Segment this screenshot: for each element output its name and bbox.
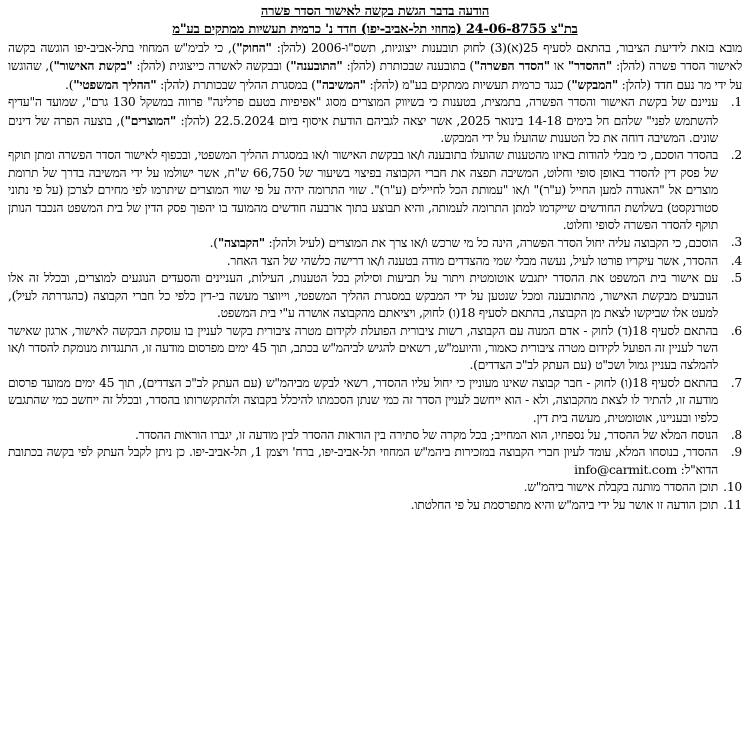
clause-number: 6. — [730, 323, 742, 338]
clause-text — [8, 147, 718, 234]
clause-number: 3. — [730, 235, 742, 250]
clause-number: 4. — [730, 253, 742, 268]
clause-text — [8, 375, 718, 427]
clause-text — [8, 234, 718, 252]
clause-segment: עניינם של בקשת האישור והסדר הפשרה, בתמצית, בטענות כי בשיווק המוצרים מסוג "אפיפיות בטעם פרלינה" פרווה במשקל 130 גרם", שמועד ה"עדיף להשתמש לפני" שלהם חל בימים 14-18 בינואר 2025, אשר יצאה לגביהם הודעת איסוף ביום 22.5.2024 (להלן: — [8, 95, 718, 128]
clause-segment: תוכן הודעה זו אושר על ידי ביהמ"ש והיא מתפרסמת על פי החלטתו. — [410, 497, 718, 512]
clause-1 — [8, 94, 742, 147]
clause-text — [8, 270, 718, 322]
defined-term: "הקבוצה" — [217, 235, 265, 251]
clause-segment: הוסכם, כי הקבוצה עליה יחול הסדר הפשרה, הינה כל מי שרכש ו/או צרך את המוצרים (לעיל ולהלן: — [264, 236, 718, 251]
clause-number: 9. — [730, 445, 742, 460]
defined-term: "המוצרים" — [124, 112, 177, 128]
intro-term: "התובענה" — [290, 58, 343, 74]
clause-segment: ההסדר, אשר עיקריו פורטו לעיל, נעשה מבלי שמי מהצדדים מודה בטענה ו/או דרישה כלשהי של הצד האחר. — [226, 253, 718, 268]
clause-number: 5. — [730, 271, 742, 286]
clause-text — [8, 497, 718, 514]
clause-number: 10. — [723, 480, 742, 495]
clause-segment: הנוסח המלא של ההסדר, על נספחיו, הוא המחייב; בכל מקרה של סתירה בין הוראות ההסדר לבין מודעה זו, יגברו הוראות ההסדר. — [134, 427, 718, 442]
clause-11 — [8, 497, 742, 514]
clause-3 — [8, 234, 742, 252]
intro-term: "המבקש" — [571, 76, 618, 92]
intro-term: "ההסדר" — [567, 58, 612, 74]
clause-9 — [8, 444, 742, 479]
clause-number: 2. — [730, 148, 742, 163]
intro-segment: מובא בזאת לידיעת הציבור, בהתאם לסעיף 25(א)(3) לחוק תובענות ייצוגיות, תשס"ו-2006 (להלן: — [271, 41, 742, 55]
clause-segment: בהסדר הוסכם, כי מבלי להודות באיזו מהטענות שהועלו בתובענה ו/או בבקשת האישור ו/או במסגרת ההליך המשפטי, ובכפוף לאישור הסדר הפשרה ומתן תוקף של פסק דין להסדר באופן סופי וחלוט, המשיבה תפצה את חברי הקבוצה בפיצוי בשיעור של 66,750 ש"ח, אשר ישולמו על ידי המשיבה בדרך של תרומת מוצרים אל "האגודה למען החייל (ע"ר)" ו/או "עמותת הכל לחיילים (ע"ר)". שווי התרומה יהיה על פי שווי המוצרים שיתרמו לפי מחירם לצרכן (על פי נתוני סטורנקסט) בשלושת החודשים שייקדמו למתן התרומה לעמותה, והיא תבוצע בתוך ארבעה חודשים מהמועד בו יהפוך פסק הדין של בית המשפט הנכבד הנותן תוקף להסדר הפשרה לסופי וחלוט. — [8, 148, 719, 233]
clause-text — [8, 253, 718, 270]
intro-segment: ) כנגד כרמית תעשיות ממתקים בע"מ (להלן: — [365, 77, 572, 92]
clause-text — [8, 479, 718, 496]
clause-7 — [8, 375, 742, 427]
notice-clauses — [8, 94, 742, 514]
clause-segment: בהתאם לסעיף 18(ו) לחוק - חבר קבוצה שאינו מעוניין כי יחול עליו ההסדר, רשאי לבקש מביהמ"ש (עם העתק לב"כ הצדדים), תוך 45 ימים ממועד פרסום מודעה זו, להתיר לו לצאת מהקבוצה, ולא - הוא ייחשב לעניין הסדר זה כמי שנתן הסכמתו להיכלל בקבוצה ולהתקשרותו בהסדר, ובכלל זה ייחשב כמי שהתגבש כלפיו ובעניינו, אוטומטית, מעשה בית דין. — [8, 375, 718, 425]
clause-number: 1. — [730, 95, 742, 110]
case-subtitle: בת"צ 24-06-8755 (מחוזי תל-אביב-יפו) חדד נ' כרמית תעשיות ממתקים בע"מ — [172, 22, 578, 37]
intro-term: "הסדר הפשרה" — [473, 58, 550, 74]
intro-segment: ), שהוגשו על ידי מר נעם חדד (להלן: — [8, 59, 742, 92]
intro-segment: ), כי לבימ"ש המחוזי בתל-אביב-יפו הוגשה בקשה לאישור הסדר פשרה (להלן: — [8, 41, 742, 74]
clause-number: 8. — [730, 427, 742, 442]
intro-term: "המשיבה" — [315, 76, 366, 92]
intro-segment: ) ובבקשה לאשרה כייצוגית (להלן: — [132, 59, 291, 74]
intro-segment: ). — [65, 77, 74, 92]
clause-segment: תוכן ההסדר מותנה בקבלת אישור ביהמ"ש. — [523, 480, 718, 495]
clause-8 — [8, 427, 742, 444]
clause-10 — [8, 479, 742, 496]
clause-number: 11. — [723, 497, 742, 512]
clause-text — [8, 427, 718, 444]
intro-segment: ) במסגרת ההליך שבכותרת (להלן: — [156, 77, 316, 92]
clause-text — [8, 94, 718, 147]
intro-paragraph — [8, 39, 742, 94]
clause-segment: ), בוצעה הפרה של דינים שונים. המשיבה דוחה את כל הטענות שהועלו על ידי המבקש. — [8, 113, 718, 146]
intro-term: "ההליך המשפטי" — [73, 76, 157, 92]
intro-segment: ) בתובענה שבכותרת (להלן: — [342, 59, 474, 74]
clause-text — [8, 323, 718, 375]
notice-title: הודעה בדבר הגשת בקשה לאישור הסדר פשרה — [260, 4, 490, 19]
clause-segment: ). — [209, 236, 218, 251]
clause-segment: ההסדר, בנוסחו המלא, עומד לעיון חברי הקבוצה במזכירות ביהמ"ש המחוזי תל-אביב-יפו, ברח' ויצמן 1, תל-אביב-יפו. כן ניתן לקבל העתק לפי בקשה בכתובת הדוא"ל: info@carmit.com — [8, 445, 718, 477]
clause-text — [8, 444, 718, 479]
clause-2 — [8, 147, 742, 234]
clause-number: 7. — [730, 375, 742, 390]
clause-5 — [8, 270, 742, 322]
clause-segment: בהתאם לסעיף 18(ד) לחוק - אדם המנוה עם הקבוצה, רשות ציבורית הפועלת לקידום מטרה ציבורית בקשר לעניין בו עוסקת הבקשה לאישור, ארגון שאישר השר לעניין זה הפועל לקידום מטרה ציבורית כאמור, והיועמ"ש, רשאים להגיש לביהמ"ש בכתב, תוך 45 ימים מפרסום מודעה זו, התנגדות מנומקת להסדר ו/או להמלצה בעניין גמול ושכ"ט (עם העתק לב"כ הצדדים). — [8, 323, 719, 373]
clause-4 — [8, 253, 742, 270]
intro-segment: או — [549, 59, 568, 74]
intro-term: "החוק" — [236, 40, 272, 55]
clause-segment: עם אישור בית המשפט את ההסדר יתגבש אוטומטית ויתור על תביעות וסילוק בכל הטענות, העילות, העניינים והסעדים הנוגעים למוצרים, ובכלל זה אלו הנובעים מבקשת האישור, מהתובענה ומכל שנטען על ידי המבקש במסגרת ההליך המשפטי, וייווצר מעשה בי-דין כלפי כל חברי הקבוצה (כהגדרתה לעיל), למעט אלו שביקשו לצאת מן הקבוצה, בהתאם לסעיף 18(ו) לחוק, ויציאתם מהקבוצה אושרה ע"י בית המשפט. — [8, 271, 718, 321]
clause-6 — [8, 323, 742, 375]
intro-term: "בקשת האישור" — [53, 58, 133, 74]
